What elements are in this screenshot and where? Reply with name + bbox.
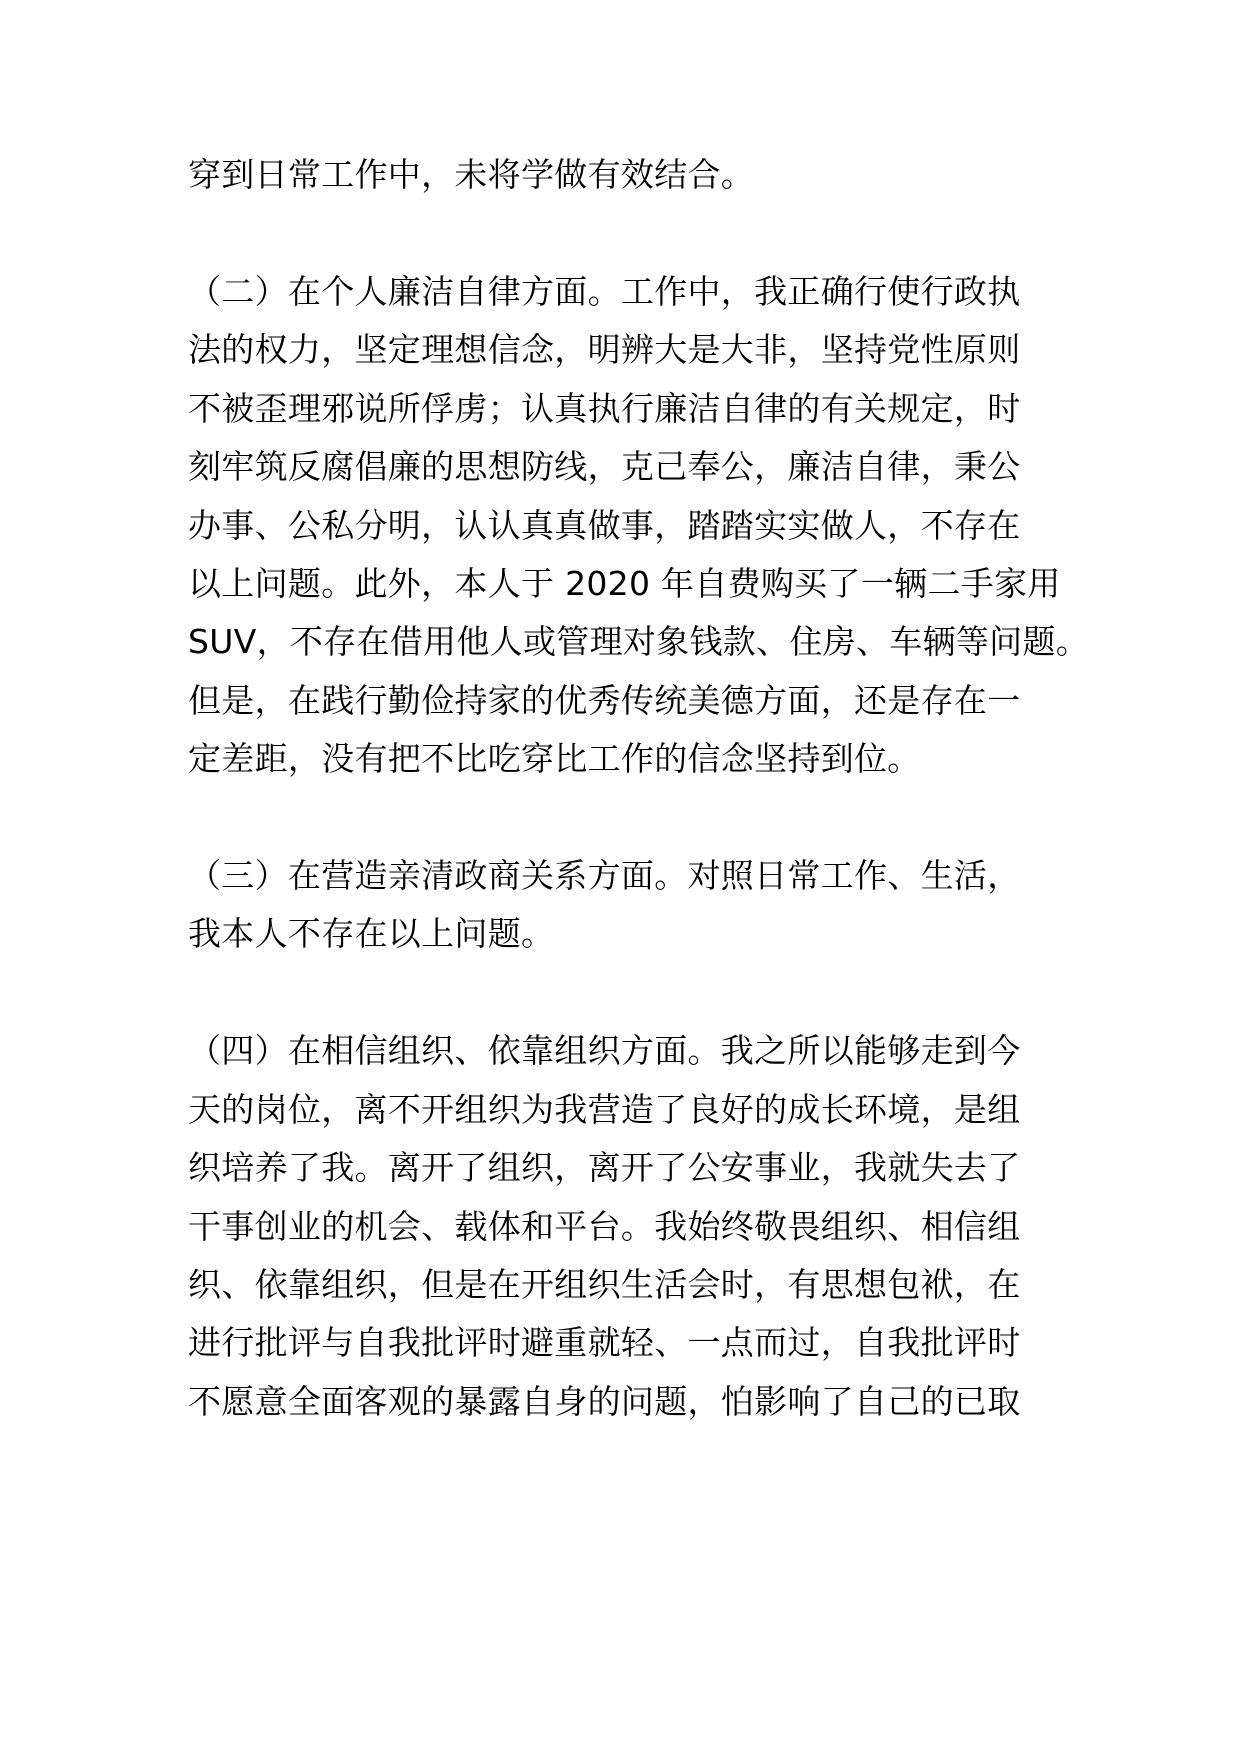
paragraph-line: 定差距，没有把不比吃穿比工作的信念坚持到位。 xyxy=(188,739,921,778)
paragraph-line: 办事、公私分明，认认真真做事，踏踏实实做人，不存在 xyxy=(188,506,1021,545)
paragraph-line: 法的权力，坚定理想信念，明辨大是大非，坚持党性原则 xyxy=(188,330,1021,369)
paragraph-line: 织、依靠组织，但是在开组织生活会时，有思想包袱，在 xyxy=(188,1265,1021,1304)
paragraph-line: 我本人不存在以上问题。 xyxy=(188,914,555,953)
paragraph-line: 但是，在践行勤俭持家的优秀传统美德方面，还是存在一 xyxy=(188,681,1021,720)
paragraph-line: 进行批评与自我批评时避重就轻、一点而过，自我批评时 xyxy=(188,1323,1021,1362)
paragraph-line: 穿到日常工作中，未将学做有效结合。 xyxy=(188,155,755,194)
paragraph-line: 干事创业的机会、载体和平台。我始终敬畏组织、相信组 xyxy=(188,1207,1021,1246)
paragraph-line: 以上问题。此外，本人于 2020 年自费购买了一辆二手家用 xyxy=(188,564,1061,603)
paragraph-line: SUV，不存在借用他人或管理对象钱款、住房、车辆等问题。 xyxy=(188,622,1090,661)
paragraph-line: （二）在个人廉洁自律方面。工作中，我正确行使行政执 xyxy=(188,272,1021,311)
paragraph-line: 刻牢筑反腐倡廉的思想防线，克己奉公，廉洁自律，秉公 xyxy=(188,447,1021,486)
paragraph-line: （四）在相信组织、依靠组织方面。我之所以能够走到今 xyxy=(188,1031,1021,1070)
paragraph-line: 不被歪理邪说所俘虏；认真执行廉洁自律的有关规定，时 xyxy=(188,389,1021,428)
paragraph-line: 织培养了我。离开了组织，离开了公安事业，我就失去了 xyxy=(188,1148,1021,1187)
paragraph-line: 不愿意全面客观的暴露自身的问题，怕影响了自己的已取 xyxy=(188,1382,1021,1421)
paragraph-line: 天的岗位，离不开组织为我营造了良好的成长环境，是组 xyxy=(188,1090,1021,1129)
paragraph-line: （三）在营造亲清政商关系方面。对照日常工作、生活， xyxy=(188,856,1021,895)
